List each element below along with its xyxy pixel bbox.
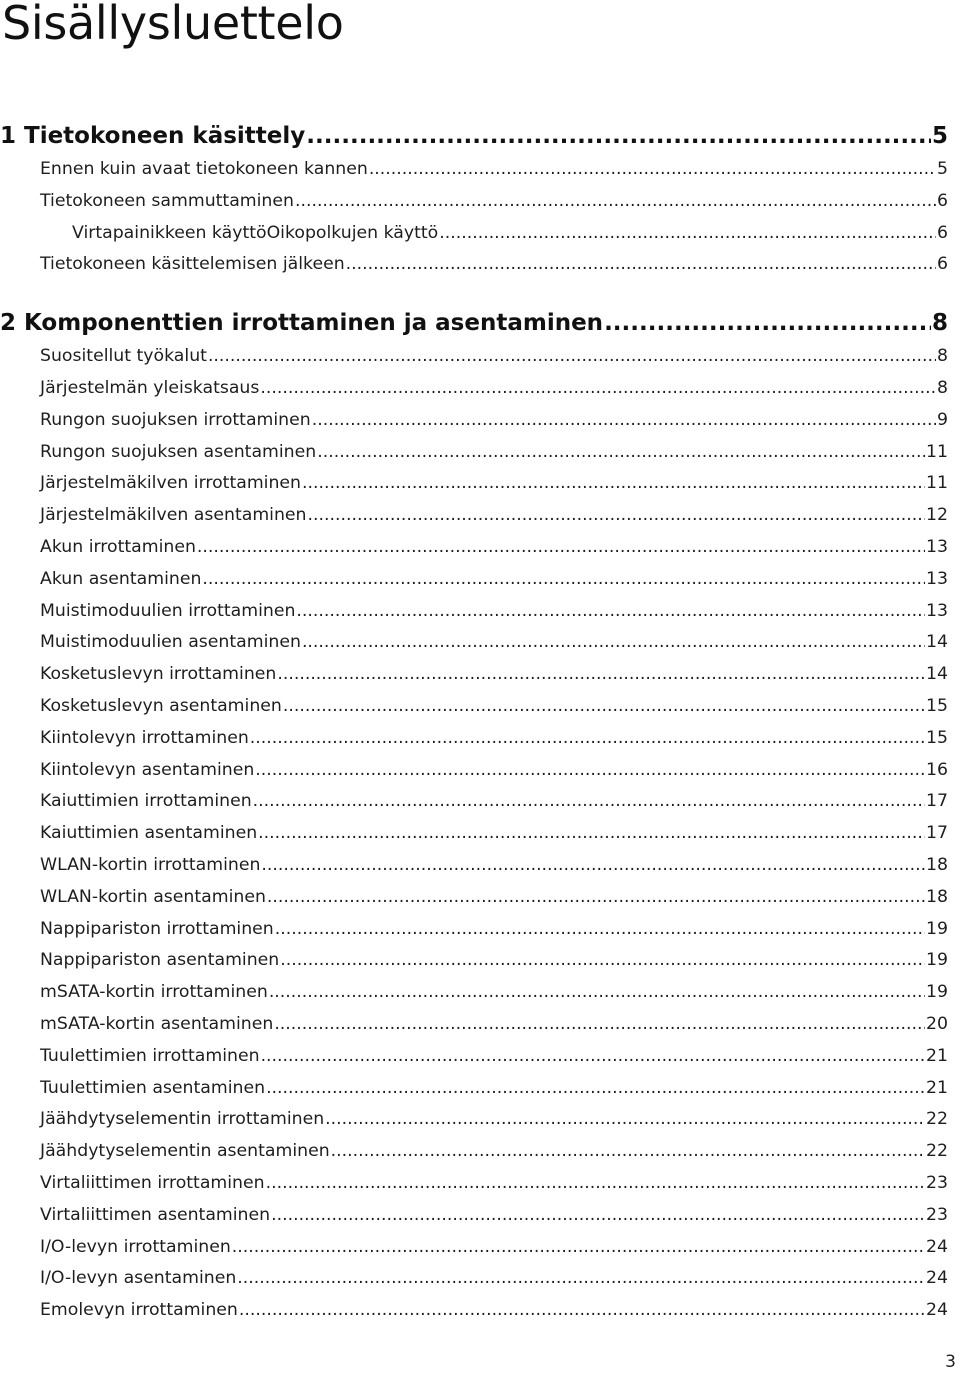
toc-entry-label: Kosketuslevyn irrottaminen xyxy=(40,664,277,685)
toc-entry-page-number: 24 xyxy=(926,1300,948,1321)
toc-entry-page-number: 23 xyxy=(926,1204,948,1225)
toc-entry-page-number: 13 xyxy=(926,537,948,557)
dot-leader xyxy=(266,1073,925,1103)
toc-entry[interactable] xyxy=(40,786,948,816)
toc-entry-label: Nappipariston asentaminen xyxy=(40,950,280,971)
toc-entry[interactable] xyxy=(40,405,948,435)
toc-entry-page-number: 19 xyxy=(926,982,948,1003)
dot-leader xyxy=(302,627,925,657)
toc-chapter-entry[interactable] xyxy=(0,120,948,152)
toc-entry-page-number: 24 xyxy=(926,1268,948,1289)
dot-leader xyxy=(604,307,931,339)
dot-leader xyxy=(258,818,925,848)
dot-leader xyxy=(202,564,925,594)
toc-entry-page-number: 13 xyxy=(926,568,948,589)
toc-entry-label: Kaiuttimien irrottaminen xyxy=(40,791,252,812)
page-title: Sisällysluettelo xyxy=(2,0,344,50)
dot-leader xyxy=(280,945,925,975)
toc-entry-label: Akun irrottaminen xyxy=(40,537,196,557)
toc-entry-page-number: 5 xyxy=(937,159,948,179)
toc-entry-page-number: 14 xyxy=(926,632,948,653)
dot-leader xyxy=(274,1009,925,1039)
toc-entry-page-number: 21 xyxy=(926,1077,948,1098)
toc-entry-label: Nappipariston irrottaminen xyxy=(40,918,274,939)
toc-entry[interactable] xyxy=(40,627,948,657)
toc-entry-page-number: 6 xyxy=(937,254,948,275)
toc-entry-label: Jäähdytyselementin asentaminen xyxy=(40,1141,330,1162)
toc-entry-page-number: 18 xyxy=(926,886,948,907)
toc-entry[interactable] xyxy=(40,1263,948,1293)
toc-entry-label: I/O-levyn asentaminen xyxy=(40,1268,237,1289)
toc-entry[interactable] xyxy=(40,1104,948,1134)
toc-entry[interactable] xyxy=(40,1136,948,1166)
toc-entry-page-number: 21 xyxy=(926,1045,948,1066)
dot-leader xyxy=(306,120,931,152)
toc-entry[interactable] xyxy=(40,532,948,562)
dot-leader xyxy=(208,341,936,371)
toc-entry-page-number: 12 xyxy=(926,505,948,526)
toc-entry-label: I/O-levyn irrottaminen xyxy=(40,1236,231,1257)
dot-leader xyxy=(255,755,925,785)
dot-leader xyxy=(439,218,936,248)
toc-entry[interactable] xyxy=(40,596,948,626)
toc-entry-label: Järjestelmäkilven asentaminen xyxy=(40,505,307,526)
dot-leader xyxy=(325,1104,925,1134)
dot-leader xyxy=(369,154,936,184)
toc-entry-label: Tietokoneen käsittelemisen jälkeen xyxy=(40,254,345,275)
toc-entry-label: Jäähdytyselementin irrottaminen xyxy=(40,1109,325,1130)
toc-entry-label: Tuulettimien irrottaminen xyxy=(40,1045,260,1066)
toc-entry-label: mSATA-kortin asentaminen xyxy=(40,1014,274,1034)
toc-entry[interactable] xyxy=(40,914,948,944)
dot-leader xyxy=(275,914,925,944)
toc-entry[interactable] xyxy=(40,691,948,721)
dot-leader xyxy=(308,500,926,530)
toc-entry-page-number: 17 xyxy=(926,823,948,844)
toc-entry-page-number: 13 xyxy=(926,600,948,621)
toc-entry[interactable] xyxy=(40,1232,948,1262)
toc-entry[interactable] xyxy=(40,1009,948,1039)
dot-leader xyxy=(239,1295,925,1325)
toc-entry[interactable] xyxy=(40,659,948,689)
dot-leader xyxy=(269,977,925,1007)
toc-entry-label: Kiintolevyn asentaminen xyxy=(40,759,255,780)
dot-leader xyxy=(267,882,925,912)
dot-leader xyxy=(261,850,925,880)
toc-entry-page-number: 24 xyxy=(926,1236,948,1257)
toc-entry-label: Kaiuttimien asentaminen xyxy=(40,823,258,844)
dot-leader xyxy=(260,373,936,403)
toc-entry[interactable] xyxy=(72,218,948,248)
toc-entry-page-number: 16 xyxy=(926,759,948,780)
toc-entry-label: Muistimoduulien irrottaminen xyxy=(40,600,296,621)
dot-leader xyxy=(295,186,936,216)
toc-entry[interactable] xyxy=(40,850,948,880)
toc-entry[interactable] xyxy=(40,154,948,184)
page-number: 3 xyxy=(945,1352,956,1372)
toc-entry[interactable] xyxy=(40,249,948,279)
toc-entry-label: mSATA-kortin irrottaminen xyxy=(40,982,268,1003)
dot-leader xyxy=(317,437,925,467)
toc-entry-page-number: 6 xyxy=(937,190,948,211)
toc-entry-page-number: 22 xyxy=(926,1141,948,1162)
toc-entry-label: Järjestelmäkilven irrottaminen xyxy=(40,473,301,494)
toc-entry-page-number: 19 xyxy=(926,950,948,971)
toc-entry-page-number: 20 xyxy=(926,1014,948,1034)
toc-entry-label: Rungon suojuksen irrottaminen xyxy=(40,409,311,430)
toc-entry[interactable] xyxy=(40,186,948,216)
toc-entry[interactable] xyxy=(40,1073,948,1103)
toc-entry[interactable] xyxy=(40,500,948,530)
toc-entry-label: Tuulettimien asentaminen xyxy=(40,1077,266,1098)
toc-entry-page-number: 6 xyxy=(937,222,948,243)
toc-entry[interactable] xyxy=(40,1168,948,1198)
dot-leader xyxy=(346,249,936,279)
dot-leader xyxy=(302,468,925,498)
toc-entry-label: WLAN-kortin irrottaminen xyxy=(40,855,261,875)
toc-entry[interactable] xyxy=(40,564,948,594)
toc-entry[interactable] xyxy=(40,755,948,785)
toc-entry[interactable] xyxy=(40,882,948,912)
toc-entry-page-number: 9 xyxy=(937,409,948,430)
toc-entry-page-number: 15 xyxy=(926,696,948,716)
toc-entry-label: 2 Komponenttien irrottaminen ja asentaminen xyxy=(0,310,604,337)
toc-entry-label: Kosketuslevyn asentaminen xyxy=(40,696,282,716)
toc-entry[interactable] xyxy=(40,468,948,498)
toc-entry-label: WLAN-kortin asentaminen xyxy=(40,886,266,907)
toc-entry[interactable] xyxy=(40,977,948,1007)
dot-leader xyxy=(312,405,936,435)
toc-entry[interactable] xyxy=(40,341,948,371)
toc-entry[interactable] xyxy=(40,723,948,753)
toc-entry[interactable] xyxy=(40,1041,948,1071)
toc-entry[interactable] xyxy=(40,1200,948,1230)
dot-leader xyxy=(266,1168,925,1198)
toc-entry[interactable] xyxy=(40,437,948,467)
toc-entry-page-number: 8 xyxy=(937,346,948,367)
dot-leader xyxy=(261,1041,925,1071)
toc-entry-page-number: 19 xyxy=(926,918,948,939)
toc-entry-label: Virtaliittimen asentaminen xyxy=(40,1204,271,1225)
toc-entry[interactable] xyxy=(40,373,948,403)
toc-entry-label: Emolevyn irrottaminen xyxy=(40,1300,238,1321)
toc-entry[interactable] xyxy=(40,945,948,975)
toc-entry-page-number: 14 xyxy=(926,664,948,685)
dot-leader xyxy=(232,1232,925,1262)
toc-entry-page-number: 15 xyxy=(926,727,948,748)
toc-entry-page-number: 8 xyxy=(931,310,948,337)
toc-entry-label: Virtaliittimen irrottaminen xyxy=(40,1173,265,1193)
toc-entry-label: Rungon suojuksen asentaminen xyxy=(40,441,317,462)
dot-leader xyxy=(237,1263,925,1293)
toc-entry-page-number: 18 xyxy=(926,855,948,875)
dot-leader xyxy=(283,691,925,721)
toc-entry-label: Virtapainikkeen käyttöOikopolkujen käyttö xyxy=(72,222,439,243)
toc-entry-page-number: 17 xyxy=(926,791,948,812)
dot-leader xyxy=(253,786,925,816)
toc-entry-label: Tietokoneen sammuttaminen xyxy=(40,190,294,211)
toc-entry-label: Akun asentaminen xyxy=(40,568,202,589)
toc-entry[interactable] xyxy=(40,818,948,848)
toc-entry-label: Muistimoduulien asentaminen xyxy=(40,632,301,653)
toc-chapter-entry[interactable] xyxy=(0,307,948,339)
dot-leader xyxy=(296,596,925,626)
toc-entry[interactable] xyxy=(40,1295,948,1325)
toc-entry-label: Kiintolevyn irrottaminen xyxy=(40,727,249,748)
toc-entry-page-number: 23 xyxy=(926,1173,948,1193)
toc-entry-label: Ennen kuin avaat tietokoneen kannen xyxy=(40,159,368,179)
dot-leader xyxy=(331,1136,925,1166)
toc-entry-page-number: 11 xyxy=(926,473,948,494)
toc-entry-page-number: 11 xyxy=(926,441,948,462)
toc-entry-page-number: 5 xyxy=(931,123,948,149)
toc-entry-page-number: 22 xyxy=(926,1109,948,1130)
dot-leader xyxy=(277,659,925,689)
dot-leader xyxy=(271,1200,925,1230)
toc-entry-label: Järjestelmän yleiskatsaus xyxy=(40,378,260,398)
toc-entry-page-number: 8 xyxy=(937,378,948,398)
dot-leader xyxy=(250,723,925,753)
toc-entry-label: 1 Tietokoneen käsittely xyxy=(0,123,306,149)
toc-entry-label: Suositellut työkalut xyxy=(40,346,207,367)
dot-leader xyxy=(197,532,925,562)
